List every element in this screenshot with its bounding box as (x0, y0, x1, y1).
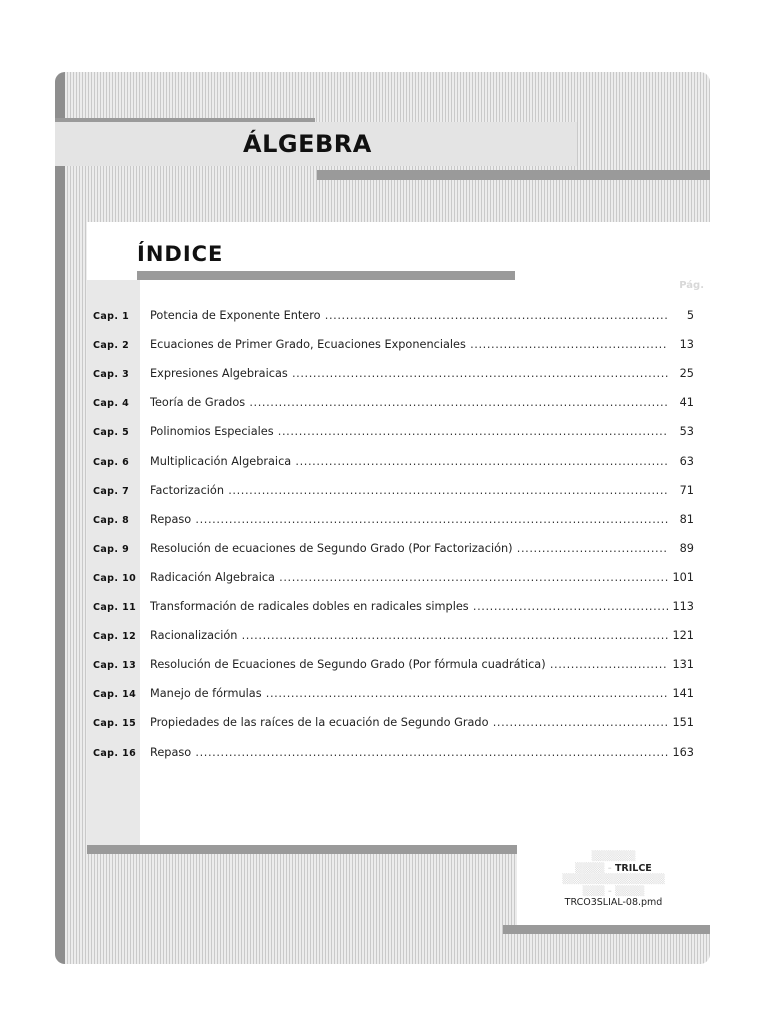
chapter-page-number: 63 (679, 454, 694, 468)
chapter-title: Racionalización ..... (150, 629, 668, 642)
chapter-label: Cap. 16 (93, 747, 137, 759)
index-entry (87, 744, 710, 766)
page-frame (55, 72, 710, 964)
index-entry (87, 627, 710, 649)
chapter-title: Repaso ..... (150, 513, 668, 526)
index-entry (87, 307, 710, 329)
index-entry (87, 365, 710, 387)
chapter-label: Cap. 11 (93, 602, 137, 613)
chapter-label: Cap. 2 (93, 340, 130, 352)
title-bottom-rule (317, 170, 710, 180)
chapter-page-number: 151 (672, 716, 694, 730)
index-entry (87, 569, 710, 591)
stamp-bottom-rule (503, 925, 710, 934)
stamp-file-code: TRCO3SLIAL-08.pmd (564, 897, 663, 908)
left-border-bar (55, 72, 65, 964)
chapter-title: Teoría de Grados ..... (150, 396, 668, 409)
index-heading-rule (137, 271, 515, 280)
index-entry (87, 336, 710, 358)
index-heading: ÍNDICE (137, 242, 224, 266)
chapter-label: Cap. 5 (93, 427, 130, 439)
chapter-page-number: 81 (679, 512, 694, 526)
stamp-faint-line: ▒▒▒ - ▒▒▒▒ (582, 885, 645, 897)
chapter-page-number: 141 (672, 687, 694, 701)
index-entry (87, 656, 710, 678)
chapter-label: Cap. 4 (93, 398, 130, 410)
publisher-stamp (517, 845, 710, 925)
chapter-label: Cap. 1 (93, 311, 130, 322)
chapter-title: Ecuaciones de Primer Grado, Ecuaciones Exponenciales ..... (150, 338, 668, 351)
chapter-page-number: 71 (679, 483, 694, 497)
chapter-page-number: 121 (672, 629, 694, 643)
chapter-page-number: 89 (679, 541, 694, 555)
book-title: ÁLGEBRA (243, 130, 372, 158)
chapter-page-number: 5 (686, 309, 694, 322)
chapter-label: Cap. 13 (93, 660, 137, 672)
index-entry (87, 423, 710, 445)
chapter-page-number: 163 (672, 745, 694, 759)
chapter-page-number: 53 (679, 425, 694, 439)
stamp-faint-line: ▒▒▒▒▒▒ (591, 851, 636, 862)
index-entry (87, 685, 710, 707)
chapter-title: Resolución de Ecuaciones de Segundo Grado (Por fórmula cuadrática) ..... (150, 658, 668, 671)
chapter-label: Cap. 14 (93, 689, 137, 701)
index-panel (87, 222, 710, 845)
chapter-title: Manejo de fórmulas ..... (150, 687, 668, 700)
chapter-title: Potencia de Exponente Entero ..... (150, 309, 668, 322)
index-entry (87, 540, 710, 562)
chapter-page-number: 41 (679, 396, 694, 410)
chapter-page-number: 25 (679, 367, 694, 381)
chapter-page-number: 101 (672, 570, 694, 584)
chapter-label: Cap. 12 (93, 631, 137, 643)
chapter-label: Cap. 9 (93, 543, 130, 555)
index-entry (87, 453, 710, 475)
chapter-page-number: 131 (672, 658, 694, 672)
index-entry (87, 714, 710, 736)
chapter-label: Cap. 10 (93, 572, 137, 584)
chapter-title: Multiplicación Algebraica ..... (150, 455, 668, 468)
chapter-page-number: 113 (672, 600, 694, 613)
stamp-brand-line: ▒▒▒▒ - TRILCE (575, 862, 652, 874)
chapter-title: Radicación Algebraica ..... (150, 571, 668, 584)
stamp-brand: TRILCE (614, 862, 652, 874)
chapter-label: Cap. 7 (93, 485, 130, 497)
index-entry (87, 482, 710, 504)
bottom-rule (87, 845, 517, 854)
chapter-page-number: 13 (679, 338, 694, 352)
chapter-title: Transformación de radicales dobles en radicales simples ..... (150, 600, 668, 613)
chapter-title: Resolución de ecuaciones de Segundo Grado (Por Factorización) ..... (150, 542, 668, 555)
chapter-title: Repaso ..... (150, 746, 668, 759)
chapter-title: Factorización ..... (150, 484, 668, 497)
chapter-label: Cap. 15 (93, 718, 137, 730)
chapter-label: Cap. 6 (93, 456, 130, 468)
chapter-title: Expresiones Algebraicas ..... (150, 367, 668, 380)
chapter-label: Cap. 3 (93, 369, 130, 381)
page-column-label: Pág. (679, 280, 704, 291)
chapter-title: Polinomios Especiales ..... (150, 425, 668, 438)
chapter-title: Propiedades de las raíces de la ecuación de Segundo Grado ..... (150, 716, 668, 729)
index-entry (87, 598, 710, 620)
index-entry (87, 394, 710, 416)
stamp-faint-line: ▒▒▒▒▒▒▒▒▒▒▒▒▒▒ (562, 874, 665, 885)
chapter-label: Cap. 8 (93, 514, 130, 526)
index-entry (87, 511, 710, 533)
